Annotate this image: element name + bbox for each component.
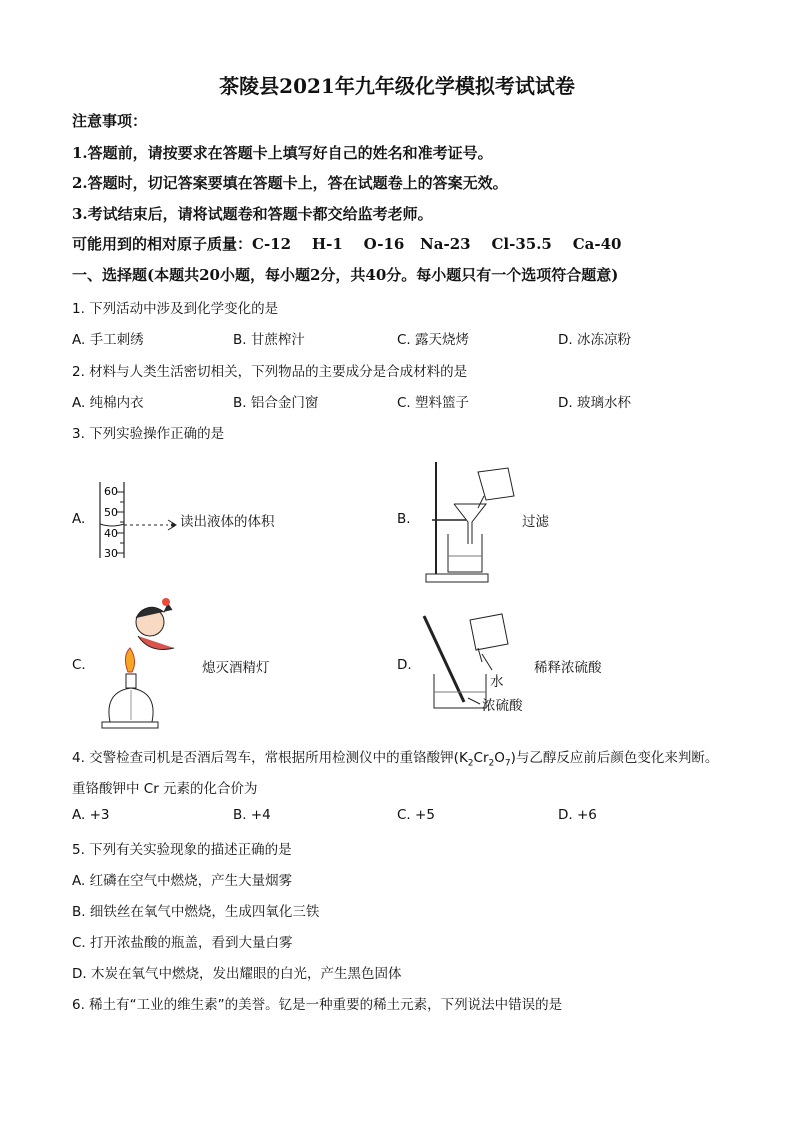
- notice-item-3: 3.考试结束后，请将试题卷和答题卡都交给监考老师。: [72, 205, 433, 223]
- notice-item-2: 2.答题时，切记答案要填在答题卡上，答在试题卷上的答案无效。: [72, 174, 508, 192]
- cylinder-tick-labels: [100, 482, 126, 562]
- q3-option-d-label: 稀释浓硫酸: [534, 660, 602, 676]
- q1-option-a: A. 手工刺绣: [72, 332, 144, 348]
- question-4-stem: 4. 交警检查司机是否酒后驾车，常根据所用检测仪中的重铬酸钾$(K_2Cr_2O_7)$与乙醇反应前后颜色变化来判断。: [72, 750, 719, 769]
- atomic-masses: 可能用到的相对原子质量：C-12 H-1 O-16 Na-23 Cl-35.5 Ca-40: [72, 235, 622, 253]
- notice-heading: 注意事项：: [72, 112, 148, 130]
- q3-option-c-label: 熄灭酒精灯: [202, 660, 270, 676]
- q5-option-a: A. 红磷在空气中燃烧，产生大量烟雾: [72, 873, 293, 889]
- q1-option-d: D. 冰冻凉粉: [558, 332, 631, 348]
- q4-option-c: C. +5: [397, 807, 435, 823]
- tick-label-30: 30: [104, 547, 118, 560]
- question-6-stem: 6. 稀土有“工业的维生素”的美誉。钇是一种重要的稀土元素，下列说法中错误的是: [72, 997, 563, 1013]
- q2-option-d: D. 玻璃水杯: [558, 395, 631, 411]
- q5-option-c: C. 打开浓盐酸的瓶盖，看到大量白雾: [72, 935, 293, 951]
- tick-label-50: 50: [104, 506, 118, 519]
- q5-option-b: B. 细铁丝在氧气中燃烧，生成四氧化三铁: [72, 904, 320, 920]
- section-heading: 一、选择题(本题共20小题，每小题2分，共40分。每小题只有一个选项符合题意): [72, 266, 619, 284]
- question-5-stem: 5. 下列有关实验现象的描述正确的是: [72, 842, 292, 858]
- page-title: 茶陵县2021年九年级化学模拟考试试卷: [219, 74, 575, 98]
- alcohol-lamp-figure: [98, 594, 198, 734]
- question-1-stem: 1. 下列活动中涉及到化学变化的是: [72, 301, 279, 317]
- q3-option-a-label: 读出液体的体积: [180, 514, 275, 530]
- q5-option-d: D. 木炭在氧气中燃烧，发出耀眼的白光，产生黑色固体: [72, 966, 402, 982]
- q1-option-c: C. 露天烧烤: [397, 332, 470, 348]
- q2-option-a: A. 纯棉内衣: [72, 395, 144, 411]
- q3-option-d-letter: D.: [397, 657, 412, 673]
- q4-option-b: B. +4: [233, 807, 271, 823]
- q3-option-a-letter: A.: [72, 511, 86, 527]
- q3-option-d-water: 水: [490, 674, 504, 690]
- tick-label-40: 40: [104, 527, 118, 540]
- q1-option-b: B. 甘蔗榨汁: [233, 332, 305, 348]
- q3-option-b-letter: B.: [397, 511, 411, 527]
- question-2-stem: 2. 材料与人类生活密切相关，下列物品的主要成分是合成材料的是: [72, 364, 468, 380]
- q2-option-b: B. 铝合金门窗: [233, 395, 319, 411]
- notice-item-1: 1.答题前，请按要求在答题卡上填写好自己的姓名和准考证号。: [72, 144, 493, 162]
- q4-option-d: D. +6: [558, 807, 597, 823]
- q3-option-b-label: 过滤: [522, 514, 549, 530]
- question-3-stem: 3. 下列实验操作正确的是: [72, 426, 225, 442]
- q2-option-c: C. 塑料篮子: [397, 395, 470, 411]
- question-4-stem-2: 重铬酸钾中 Cr 元素的化合价为: [72, 781, 258, 797]
- filtration-figure: [418, 458, 528, 586]
- q3-option-c-letter: C.: [72, 657, 86, 673]
- q4-option-a: A. +3: [72, 807, 110, 823]
- q3-option-d-acid: 浓硫酸: [482, 698, 523, 714]
- tick-label-60: 60: [104, 485, 118, 498]
